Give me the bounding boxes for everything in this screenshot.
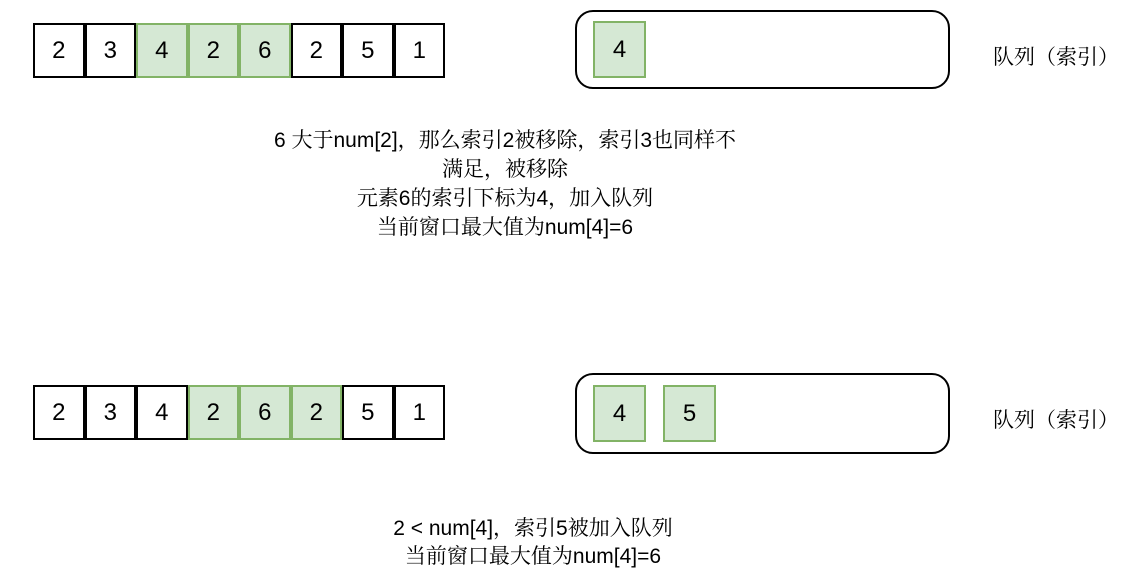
- array-cell: 4: [136, 23, 188, 78]
- array-cell: 2: [291, 385, 343, 440]
- array-cell: 2: [188, 23, 240, 78]
- caption-block-2: [233, 515, 833, 571]
- array-cell: 5: [342, 23, 394, 78]
- array-cell: 2: [33, 23, 85, 78]
- array-cell: 4: [136, 385, 188, 440]
- caption-line: 当前窗口最大值为num[4]=6: [404, 545, 662, 568]
- caption-line: 当前窗口最大值为num[4]=6: [376, 216, 634, 239]
- caption-line: 6 大于num[2]，那么索引2被移除，索引3也同样不: [273, 129, 737, 152]
- array-cell: 6: [239, 23, 291, 78]
- caption-block-1: [205, 126, 805, 242]
- array-cell: 2: [33, 385, 85, 440]
- array-cell: 1: [394, 23, 446, 78]
- array-cell: 2: [188, 385, 240, 440]
- array-row-1: [33, 23, 445, 78]
- queue-item: 5: [663, 385, 716, 442]
- caption-line: 元素6的索引下标为4，加入队列: [356, 187, 654, 210]
- queue-item: 4: [593, 21, 646, 78]
- array-row-2: [33, 385, 445, 440]
- caption-line: 满足，被移除: [442, 158, 568, 181]
- queue-label-2: 队列（索引）: [993, 409, 1119, 432]
- array-cell: 5: [342, 385, 394, 440]
- queue-item: 4: [593, 385, 646, 442]
- array-cell: 3: [85, 385, 137, 440]
- array-cell: 3: [85, 23, 137, 78]
- array-cell: 6: [239, 385, 291, 440]
- queue-box-2: [575, 373, 950, 454]
- caption-line: 2 < num[4]，索引5被加入队列: [393, 517, 673, 540]
- array-cell: 2: [291, 23, 343, 78]
- queue-label-1: 队列（索引）: [993, 46, 1119, 69]
- array-cell: 1: [394, 385, 446, 440]
- queue-box-1: [575, 10, 950, 89]
